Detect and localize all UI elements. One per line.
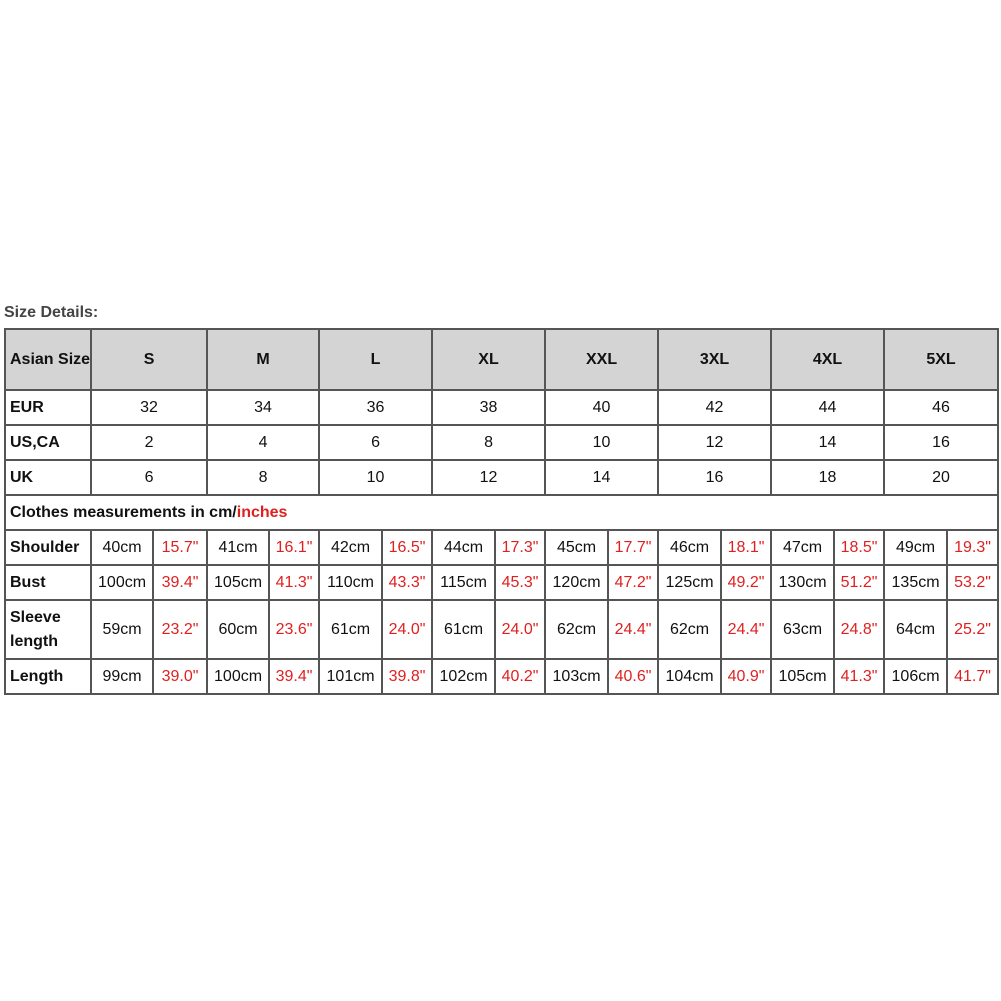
cm-value-cell: 62cm <box>659 601 722 660</box>
measurement-row <box>6 566 999 601</box>
size-value-cell: 38 <box>433 391 546 426</box>
inch-value-cell: 17.7" <box>609 531 659 566</box>
cm-value-cell: 46cm <box>659 531 722 566</box>
inch-value-cell: 39.8" <box>383 660 433 695</box>
size-value-cell: 32 <box>92 391 208 426</box>
size-value-cell: 46 <box>885 391 999 426</box>
inch-value-cell: 17.3" <box>496 531 546 566</box>
size-value-cell: 40 <box>546 391 659 426</box>
size-header: 3XL <box>659 330 772 391</box>
inch-value-cell: 47.2" <box>609 566 659 601</box>
inch-value-cell: 40.9" <box>722 660 772 695</box>
inch-value-cell: 41.3" <box>835 660 885 695</box>
inch-value-cell: 24.8" <box>835 601 885 660</box>
measurements-heading <box>6 496 999 531</box>
row-label: EUR <box>6 391 92 426</box>
cm-value-cell: 135cm <box>885 566 948 601</box>
inch-value-cell: 24.0" <box>383 601 433 660</box>
row-label: UK <box>6 461 92 496</box>
inch-value-cell: 24.4" <box>609 601 659 660</box>
cm-value-cell: 125cm <box>659 566 722 601</box>
size-header: XXL <box>546 330 659 391</box>
inch-value-cell: 43.3" <box>383 566 433 601</box>
cm-value-cell: 106cm <box>885 660 948 695</box>
inch-value-cell: 16.5" <box>383 531 433 566</box>
inch-value-cell: 24.4" <box>722 601 772 660</box>
size-header: 5XL <box>885 330 999 391</box>
cm-value-cell: 99cm <box>92 660 154 695</box>
cm-value-cell: 130cm <box>772 566 835 601</box>
size-value-cell: 36 <box>320 391 433 426</box>
size-value-cell: 14 <box>546 461 659 496</box>
cm-value-cell: 44cm <box>433 531 496 566</box>
cm-value-cell: 104cm <box>659 660 722 695</box>
size-value-cell: 10 <box>320 461 433 496</box>
row-label: Sleeve length <box>6 601 92 660</box>
size-value-cell: 12 <box>433 461 546 496</box>
measurement-row <box>6 601 999 660</box>
section-row <box>6 496 999 531</box>
cm-value-cell: 120cm <box>546 566 609 601</box>
cm-value-cell: 40cm <box>92 531 154 566</box>
size-value-cell: 2 <box>92 426 208 461</box>
inch-value-cell: 40.2" <box>496 660 546 695</box>
inches-unit-label: inches <box>236 503 288 521</box>
inch-value-cell: 25.2" <box>948 601 999 660</box>
inch-value-cell: 23.6" <box>270 601 320 660</box>
measurement-row <box>6 660 999 695</box>
measurement-row <box>6 531 999 566</box>
size-value-cell: 20 <box>885 461 999 496</box>
size-header: L <box>320 330 433 391</box>
cm-value-cell: 61cm <box>433 601 496 660</box>
inch-value-cell: 39.4" <box>270 660 320 695</box>
cm-value-cell: 49cm <box>885 531 948 566</box>
conversion-row <box>6 426 999 461</box>
inch-value-cell: 18.5" <box>835 531 885 566</box>
inch-value-cell: 41.3" <box>270 566 320 601</box>
conversion-row <box>6 461 999 496</box>
cm-value-cell: 59cm <box>92 601 154 660</box>
cm-value-cell: 45cm <box>546 531 609 566</box>
inch-value-cell: 51.2" <box>835 566 885 601</box>
cm-value-cell: 61cm <box>320 601 383 660</box>
inch-value-cell: 40.6" <box>609 660 659 695</box>
inch-value-cell: 39.0" <box>154 660 208 695</box>
conversion-row <box>6 391 999 426</box>
size-value-cell: 8 <box>433 426 546 461</box>
inch-value-cell: 18.1" <box>722 531 772 566</box>
cm-value-cell: 105cm <box>772 660 835 695</box>
size-value-cell: 16 <box>885 426 999 461</box>
cm-value-cell: 100cm <box>208 660 270 695</box>
size-value-cell: 16 <box>659 461 772 496</box>
size-value-cell: 4 <box>208 426 320 461</box>
cm-value-cell: 105cm <box>208 566 270 601</box>
cm-value-cell: 100cm <box>92 566 154 601</box>
cm-value-cell: 103cm <box>546 660 609 695</box>
row-label: Length <box>6 660 92 695</box>
size-value-cell: 8 <box>208 461 320 496</box>
inch-value-cell: 24.0" <box>496 601 546 660</box>
size-value-cell: 10 <box>546 426 659 461</box>
size-header: 4XL <box>772 330 885 391</box>
size-header: XL <box>433 330 546 391</box>
inch-value-cell: 16.1" <box>270 531 320 566</box>
size-header: M <box>208 330 320 391</box>
cm-value-cell: 60cm <box>208 601 270 660</box>
cm-value-cell: 64cm <box>885 601 948 660</box>
inch-value-cell: 15.7" <box>154 531 208 566</box>
size-value-cell: 18 <box>772 461 885 496</box>
inch-value-cell: 23.2" <box>154 601 208 660</box>
inch-value-cell: 45.3" <box>496 566 546 601</box>
size-value-cell: 44 <box>772 391 885 426</box>
cm-value-cell: 47cm <box>772 531 835 566</box>
row-label: US,CA <box>6 426 92 461</box>
row-label: Shoulder <box>6 531 92 566</box>
size-header: S <box>92 330 208 391</box>
size-value-cell: 12 <box>659 426 772 461</box>
asian-size-label: Asian Size <box>6 330 92 391</box>
cm-value-cell: 101cm <box>320 660 383 695</box>
size-value-cell: 42 <box>659 391 772 426</box>
header-row <box>6 330 999 391</box>
size-value-cell: 6 <box>92 461 208 496</box>
inch-value-cell: 39.4" <box>154 566 208 601</box>
cm-value-cell: 115cm <box>433 566 496 601</box>
row-label: Bust <box>6 566 92 601</box>
cm-value-cell: 102cm <box>433 660 496 695</box>
cm-value-cell: 42cm <box>320 531 383 566</box>
page-title: Size Details: <box>4 304 99 321</box>
cm-value-cell: 62cm <box>546 601 609 660</box>
measurements-heading-text: Clothes measurements in cm/ <box>10 503 237 521</box>
inch-value-cell: 53.2" <box>948 566 999 601</box>
cm-value-cell: 41cm <box>208 531 270 566</box>
size-value-cell: 34 <box>208 391 320 426</box>
size-chart-table <box>4 328 999 695</box>
size-value-cell: 14 <box>772 426 885 461</box>
inch-value-cell: 49.2" <box>722 566 772 601</box>
inch-value-cell: 41.7" <box>948 660 999 695</box>
size-value-cell: 6 <box>320 426 433 461</box>
cm-value-cell: 63cm <box>772 601 835 660</box>
cm-value-cell: 110cm <box>320 566 383 601</box>
inch-value-cell: 19.3" <box>948 531 999 566</box>
